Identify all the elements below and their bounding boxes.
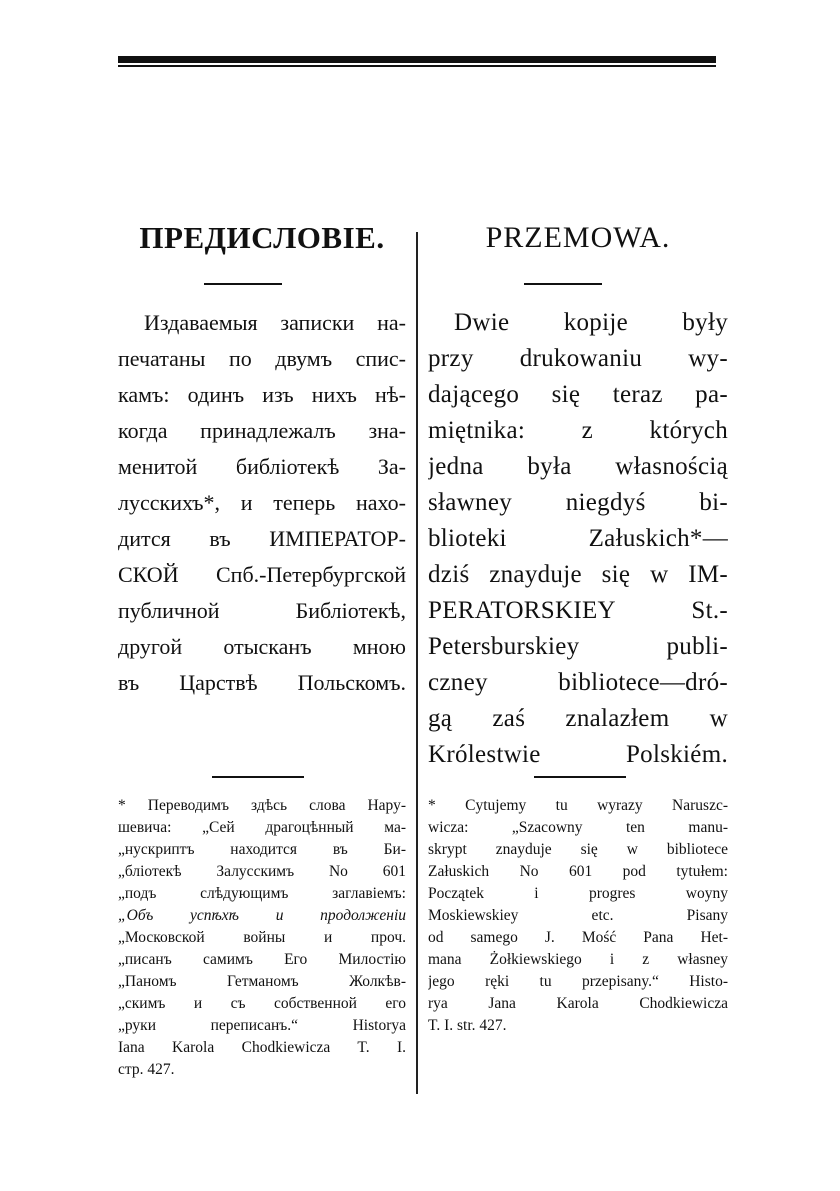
footnote-line: * Переводимъ здѣсь слова Нару- (118, 797, 406, 814)
text-line: jedna była własnością (428, 453, 728, 480)
text-line: blioteki Załuskich*— (428, 525, 728, 552)
text-line: PERATORSKIEY St.- (428, 597, 728, 624)
footnote-line: „нускриптъ находится въ Би- (118, 841, 406, 858)
text-line: печатаны по двумъ спис- (118, 346, 406, 371)
footnote-line: mana Żołkiewskiego i z własney (428, 951, 728, 968)
text-line: dającego się teraz pa- (428, 381, 728, 408)
footnote-line: „скимъ и съ собственной его (118, 995, 406, 1012)
text-line: камъ: одинъ изъ нихъ нѣ- (118, 382, 406, 407)
footnote-line: T. I. str. 427. (428, 1017, 507, 1034)
footnote-rule-left (212, 776, 304, 778)
footnote-russian (118, 795, 406, 1081)
text-line: czney bibliotece—dró- (428, 669, 728, 696)
text-line: Издаваемыя записки на- (144, 310, 406, 335)
footnote-line: „бліотекѣ Залусскимъ No 601 (118, 863, 406, 880)
footnote-line: „руки переписанъ.“ Historya (118, 1017, 406, 1034)
text-line: когда принадлежалъ зна- (118, 418, 406, 443)
page-title-russian: ПРЕДИСЛОВІЕ. (139, 220, 385, 255)
footnote-line: wicza: „Szacowny ten manu- (428, 819, 728, 836)
footnote-line: „Московской войны и проч. (118, 929, 406, 946)
text-line: dziś znayduje się w IM- (428, 561, 728, 588)
footnote-line: skrypt znayduje się w bibliotece (428, 841, 728, 858)
footnote-line: „подъ слѣдующимъ заглавіемъ: (118, 885, 406, 902)
footnote-line: „писанъ самимъ Его Милостію (118, 951, 406, 968)
footnote-line: Moskiewskiey etc. Pisany (428, 907, 728, 924)
preface-body-russian (118, 305, 406, 701)
text-line: gą zaś znalazłem w (428, 705, 728, 732)
top-rule-thin (118, 65, 716, 67)
column-divider (416, 232, 418, 1094)
footnote-line: „Паномъ Гетманомъ Жолкѣв- (118, 973, 406, 990)
footnote-line: стр. 427. (118, 1061, 175, 1078)
text-line: лусскихъ*, и теперь нахо- (118, 490, 406, 515)
text-line: дится въ ИМПЕРАТОР- (118, 526, 406, 551)
footnote-line: rya Jana Karola Chodkiewicza (428, 995, 728, 1012)
title-underline-left (204, 283, 282, 285)
page-title-polish: PRZEMOWA. (485, 221, 671, 254)
text-line: Petersburskiey publi- (428, 633, 728, 660)
footnote-line: jego ręki tu przepisany.“ Histo- (428, 973, 728, 990)
footnote-line: „Объ успѣхѣ и продолженіи (118, 907, 406, 924)
footnote-polish (428, 795, 728, 1037)
footnote-line: Iana Karola Chodkiewicza T. I. (118, 1039, 406, 1056)
footnote-line: Początek i progres woyny (428, 885, 728, 902)
text-line: sławney niegdyś bi- (428, 489, 728, 516)
footnote-line: * Cytujemy tu wyrazy Naruszc- (428, 797, 728, 814)
footnote-line: od samego J. Mość Pana Het- (428, 929, 728, 946)
text-line: въ Царствѣ Польскомъ. (118, 670, 406, 695)
text-line: менитой библіотекѣ За- (118, 454, 406, 479)
text-line: Królestwie Polskiém. (428, 741, 728, 768)
text-line: przy drukowaniu wy- (428, 345, 728, 372)
text-line: miętnika: z których (428, 417, 728, 444)
text-line: другой отысканъ мною (118, 634, 406, 659)
title-underline-right (524, 283, 602, 285)
preface-body-polish (428, 305, 728, 773)
top-rule-thick (118, 56, 716, 63)
text-line: публичной Библіотекѣ, (118, 598, 406, 623)
text-line: Dwie kopije były (454, 309, 728, 336)
footnote-line: шевича: „Сей драгоцѣнный ма- (118, 819, 406, 836)
footnote-line: Załuskich No 601 pod tytułem: (428, 863, 728, 880)
footnote-rule-right (534, 776, 626, 778)
text-line: СКОЙ Спб.-Петербургской (118, 562, 406, 587)
